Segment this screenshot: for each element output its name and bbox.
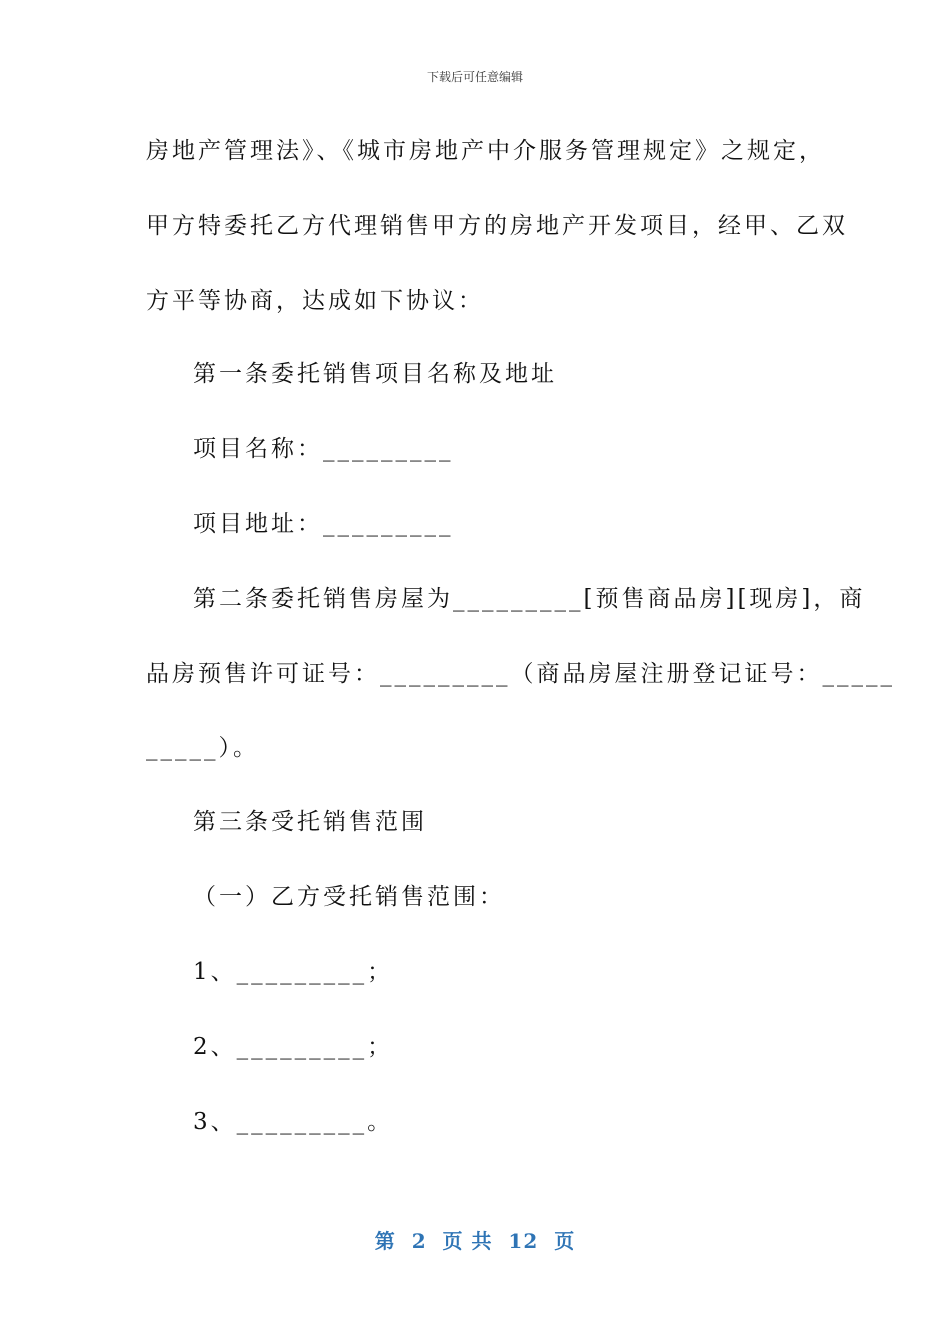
list-item: 1、_________； <box>193 959 394 985</box>
article-heading: 第三条受托销售范围 <box>193 809 427 835</box>
paragraph-line: 房地产管理法》、《城市房地产中介服务管理规定》之规定， <box>146 138 825 164</box>
paragraph-line: 方平等协商，达成如下协议： <box>146 288 484 314</box>
article-heading: 第一条委托销售项目名称及地址 <box>193 361 557 387</box>
project-name-line: 项目名称：_________ <box>193 436 454 462</box>
page-header: 下载后可任意编辑 <box>426 70 523 84</box>
section-heading: （一）乙方受托销售范围： <box>193 884 505 910</box>
paragraph-line: _____）。 <box>146 735 259 761</box>
paragraph-line: 第二条委托销售房屋为_________[预售商品房][现房]，商 <box>193 586 866 612</box>
list-item: 3、_________。 <box>193 1109 394 1135</box>
page-number-footer: 第 2 页 共 12 页 <box>374 1229 576 1253</box>
paragraph-line: 品房预售许可证号：_________（商品房屋注册登记证号：_____ <box>146 661 895 687</box>
project-address-line: 项目地址：_________ <box>193 511 454 537</box>
list-item: 2、_________； <box>193 1034 394 1060</box>
paragraph-line: 甲方特委托乙方代理销售甲方的房地产开发项目，经甲、乙双 <box>146 213 848 239</box>
